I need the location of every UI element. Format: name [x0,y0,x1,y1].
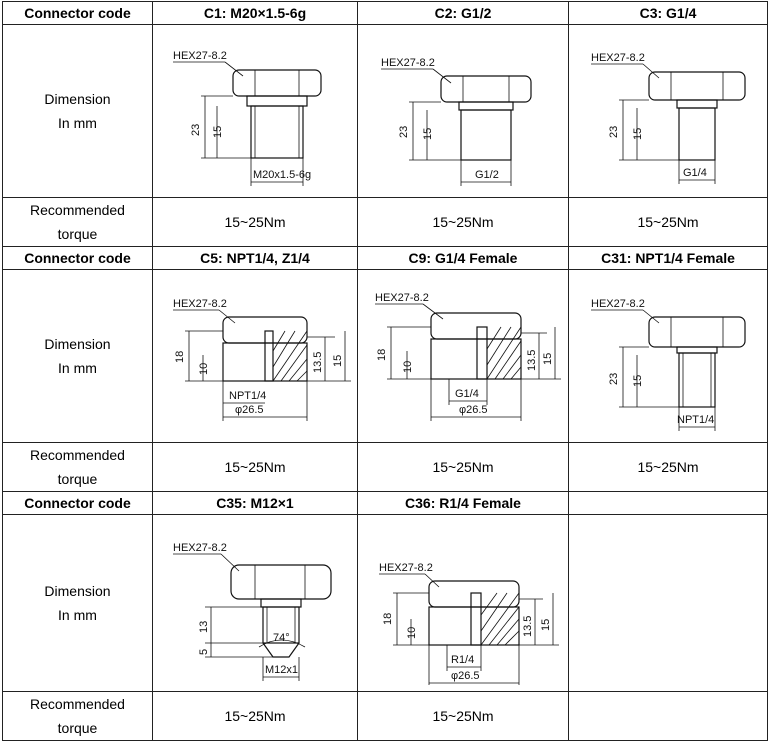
code-c3: C3: G1/4 [569,2,768,25]
svg-text:23: 23 [190,123,202,136]
svg-text:23: 23 [398,125,410,138]
svg-text:23: 23 [608,125,620,138]
dimension-label: Dimension In mm [3,270,153,443]
svg-text:G1/4: G1/4 [454,388,479,400]
svg-text:15: 15 [332,354,344,367]
svg-text:HEX27-8.2: HEX27-8.2 [173,50,227,62]
drawing-c35 [153,515,358,692]
svg-text:15: 15 [541,352,554,365]
svg-text:15: 15 [212,125,224,138]
torque-c5: 15~25Nm [153,443,358,492]
svg-text:HEX27-8.2: HEX27-8.2 [591,52,645,64]
code-c35: C35: M12×1 [153,492,358,515]
torque-c2: 15~25Nm [358,198,569,247]
svg-text:φ26.5: φ26.5 [451,670,480,682]
svg-text:10: 10 [198,362,210,375]
drawing-c2 [358,25,569,198]
torque-empty [569,692,768,741]
torque-c1: 15~25Nm [153,198,358,247]
torque-c3: 15~25Nm [569,198,768,247]
drawing-c1 [153,25,358,198]
code-c9: C9: G1/4 Female [358,247,569,270]
svg-text:23: 23 [608,372,620,385]
svg-text:18: 18 [382,612,394,625]
drawing-empty [569,515,768,692]
svg-text:R1/4: R1/4 [451,654,475,666]
svg-text:HEX27-8.2: HEX27-8.2 [381,57,435,69]
svg-text:M12x1: M12x1 [265,664,299,676]
svg-text:M20x1.5-6g: M20x1.5-6g [253,169,312,181]
torque-c36: 15~25Nm [358,692,569,741]
torque-label: Recommended torque [3,443,153,492]
dimension-label: Dimension In mm [3,25,153,198]
svg-text:NPT1/4: NPT1/4 [677,414,715,426]
svg-text:15: 15 [540,618,552,631]
code-empty [569,492,768,515]
svg-text:HEX27-8.2: HEX27-8.2 [173,298,227,310]
svg-text:G1/4: G1/4 [683,167,707,179]
svg-text:10: 10 [406,626,418,639]
svg-text:NPT1/4: NPT1/4 [229,390,267,402]
torque-c35: 15~25Nm [153,692,358,741]
svg-text:13.5: 13.5 [525,349,538,371]
connector-code-header: Connector code [3,492,153,515]
svg-text:5: 5 [198,648,210,655]
drawing-c36 [358,515,569,692]
svg-text:13.5: 13.5 [522,615,534,637]
svg-text:HEX27-8.2: HEX27-8.2 [173,542,227,554]
drawing-c3 [569,25,768,198]
svg-text:φ26.5: φ26.5 [235,404,264,416]
torque-label: Recommended torque [3,198,153,247]
svg-text:15: 15 [632,374,644,387]
svg-text:HEX27-8.2: HEX27-8.2 [591,298,645,310]
code-c2: C2: G1/2 [358,2,569,25]
torque-c9: 15~25Nm [358,443,569,492]
svg-text:HEX27-8.2: HEX27-8.2 [374,292,429,304]
svg-text:HEX27-8.2: HEX27-8.2 [379,562,433,574]
torque-label: Recommended torque [3,692,153,741]
svg-text:15: 15 [422,127,434,140]
svg-text:18: 18 [174,350,186,363]
code-c31: C31: NPT1/4 Female [569,247,768,270]
connector-table [2,1,768,741]
code-c36: C36: R1/4 Female [358,492,569,515]
svg-text:φ26.5: φ26.5 [458,404,488,416]
svg-text:18: 18 [375,348,388,361]
svg-text:15: 15 [632,127,644,140]
svg-text:13: 13 [198,620,210,633]
code-c5: C5: NPT1/4, Z1/4 [153,247,358,270]
code-c1: C1: M20×1.5-6g [153,2,358,25]
drawing-c5 [153,270,358,443]
drawing-c31 [569,270,768,443]
torque-c31: 15~25Nm [569,443,768,492]
dimension-label: Dimension In mm [3,515,153,692]
connector-code-header: Connector code [3,2,153,25]
svg-text:74°: 74° [273,632,290,644]
drawing-c9 [358,270,569,443]
svg-text:G1/2: G1/2 [475,169,499,181]
svg-text:10: 10 [401,360,414,373]
svg-text:13.5: 13.5 [312,351,324,373]
connector-code-header: Connector code [3,247,153,270]
